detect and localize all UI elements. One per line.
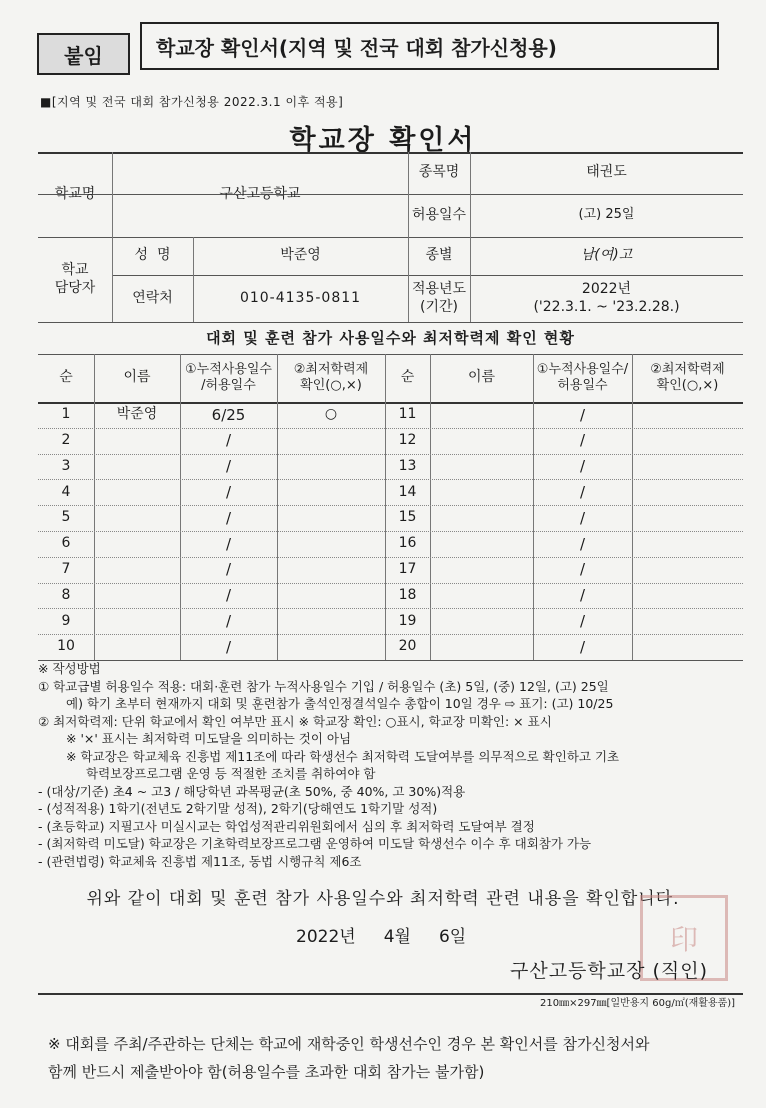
cell-check [277,634,385,660]
document-title: 학교장 확인서 [289,125,477,156]
cell-no: 10 [57,638,75,655]
year-value: 2022년 ('22.3.1. ~ '23.2.28.) [533,281,680,315]
school-name-label: 학교명 [54,185,96,202]
year-label: 적용년도 (기간) [411,281,467,315]
header-title: 학교장 확인서(지역 및 전국 대회 참가신청용) [140,22,719,70]
cell-name [430,557,533,583]
cell-name [94,557,180,583]
cell-no: 2 [61,431,71,448]
cell-check [632,479,743,505]
footer-note: ※ 대회를 주최/주관하는 단체는 학교에 재학중인 학생선수인 경우 본 확인서를 참가신청서와 함께 반드시 제출받아야 함(허용일수를 초과한 대회 참가는 불가함) [48,1035,650,1081]
note-line: ※ '×' 표시는 최저학력 미도달을 의미하는 것이 아님 [66,731,352,746]
cell-no: 5 [61,509,71,526]
header-name: 이름 [123,369,151,386]
cell-days: 6/25 [211,405,246,424]
note-line: ※ 작성방법 [38,661,101,676]
cell-name [430,608,533,634]
cell-name [430,479,533,505]
header-no-right: 순 [400,369,415,386]
cell-name [94,634,180,660]
cell-check [632,454,743,480]
cell-days: / [225,457,232,476]
cell-days: / [225,611,232,630]
seal-glyph: 印 [669,923,698,956]
cell-days: / [225,508,232,527]
cell-check [277,454,385,480]
cell-check [277,557,385,583]
cell-check [632,557,743,583]
cell-name [430,531,533,557]
note-line: - (성적적용) 1학기(전년도 2학기말 성적), 2학기(당해연도 1학기말 성적) [38,801,438,816]
cell-check [277,608,385,634]
cell-check [632,428,743,454]
cell-check: ○ [324,406,338,423]
cell-name [430,583,533,609]
kind-value: 남(여)고 [580,247,633,264]
issue-date [296,922,466,947]
cell-check [632,531,743,557]
cell-days: / [579,611,586,630]
cell-check [632,505,743,531]
header-no: 순 [59,369,73,386]
cell-no: 14 [398,483,417,500]
cell-days: / [225,560,232,579]
cell-name [430,634,533,660]
confirm-statement: 위와 같이 대회 및 훈련 참가 사용일수와 최저학력 관련 내용을 확인합니다. [86,889,680,909]
status-title: 대회 및 훈련 참가 사용일수와 최저학력제 확인 현황 [206,328,575,347]
cell-check [632,402,743,428]
header-check: ②최저학력제 확인(○,×) [293,361,369,393]
note-line: 예) 학기 초부터 현재까지 대회 및 훈련참가 출석인정결석일수 총합이 10일 경우 ⇨ 표기: (고) 10/25 [66,696,614,711]
note-line: - (관련법령) 학교체육 진흥법 제11조, 동법 시행규칙 제6조 [38,853,362,869]
note-line: ② 최저학력제: 단위 학교에서 확인 여부만 표시 ※ 학교장 확인: ○표시, 학교장 미확인: × 표시 [38,713,552,729]
signer: 구산고등학교장 (직인) [510,960,709,982]
event-value: 태권도 [586,164,627,181]
manager-name-value: 박준영 [280,247,321,264]
cell-days: / [579,534,586,553]
cell-check [277,583,385,609]
cell-check [277,531,385,557]
cell-name [94,454,180,480]
cell-name [430,428,533,454]
cell-days: / [225,534,232,553]
cell-no: 18 [398,586,417,603]
applied-note: ■[지역 및 전국 대회 참가신청용 2022.3.1 이후 적용] [40,95,344,109]
cell-check [632,634,743,660]
cell-days: / [579,508,586,527]
cell-days: / [225,431,232,450]
cell-name: 박준영 [116,406,158,423]
note-line: - (대상/기준) 초4 ~ 고3 / 해당학년 과목평균(초 50%, 중 40%, 고 30%)적용 [38,783,466,799]
cell-days: / [579,637,586,656]
cell-days: / [225,586,232,605]
cell-name [94,505,180,531]
cell-days: / [225,637,232,656]
manager-name-label: 성 명 [134,247,171,264]
cell-no: 11 [398,406,417,423]
cell-no: 13 [398,457,417,474]
cell-days: / [579,560,586,579]
cell-no: 15 [398,509,417,526]
cell-check [277,479,385,505]
paper-spec: 210㎜×297㎜[일반용지 60g/㎡(재활용품)] [540,998,736,1009]
cell-no: 8 [61,586,71,603]
note-line: ※ 학교장은 학교체육 진흥법 제11조에 따라 학생선수 최저학력 도달여부를 의무적으로 확인하고 기초 [66,748,620,764]
cell-no: 1 [61,406,71,423]
cell-check [277,505,385,531]
date-day: 6일 [438,927,467,947]
cell-no: 16 [398,535,417,552]
cell-days: / [579,431,586,450]
cell-days: / [225,482,232,501]
note-line: ① 학교급별 허용일수 적용: 대회·훈련 참가 누적사용일수 기입 / 허용일수 (초) 5일, (중) 12일, (고) 25일 [38,678,609,694]
note-line: - (초등학교) 지필고사 미실시교는 학업성적관리위원회에서 심의 후 최저학력 도달여부 결정 [38,818,535,834]
cell-no: 9 [61,612,71,629]
cell-name [430,505,533,531]
cell-check [632,583,743,609]
cell-name [430,402,533,428]
header-name-right: 이름 [467,369,496,386]
date-month: 4월 [383,927,411,947]
note-line: - (최저학력 미도달) 학교장은 기초학력보장프로그램 운영하여 미도달 학생선수 이수 후 대회참가 가능 [38,836,592,851]
cell-check [277,428,385,454]
header-days: ①누적사용일수 /허용일수 [184,361,272,393]
cell-name [94,608,180,634]
cell-name [430,454,533,480]
cell-no: 12 [398,431,417,448]
cell-check [632,608,743,634]
header-check-right: ②최저학력제 확인(○,×) [650,361,725,393]
school-name-value: 구산고등학교 [219,185,301,202]
cell-name [94,583,180,609]
cell-name [94,531,180,557]
manager-contact-value: 010-4135-0811 [239,289,362,306]
cell-days: / [579,457,586,476]
note-line: 학력보장프로그램 운영 등 적절한 조치를 취하여야 함 [86,766,376,781]
attachment-tag: 붙임 [37,33,130,75]
cell-no: 7 [61,560,71,577]
cell-name [94,479,180,505]
cell-no: 19 [398,612,417,629]
cell-days: / [579,405,586,424]
cell-no: 17 [398,560,417,577]
manager-contact-label: 연락처 [132,289,173,306]
allow-days-value: (고) 25일 [578,207,635,223]
cell-no: 20 [398,638,417,655]
cell-days: / [579,482,586,501]
date-year: 2022년 [296,927,356,947]
cell-no: 6 [61,535,71,552]
kind-label: 종별 [425,247,453,264]
event-label: 종목명 [418,164,460,181]
allow-days-label: 허용일수 [411,206,467,223]
header-days-right: ①누적사용일수/ 허용일수 [536,361,629,393]
writing-instructions [38,660,758,870]
cell-name [94,428,180,454]
manager-label: 학교 담당자 [54,262,96,296]
cell-no: 4 [61,483,71,500]
cell-no: 3 [61,457,71,474]
cell-days: / [579,586,586,605]
